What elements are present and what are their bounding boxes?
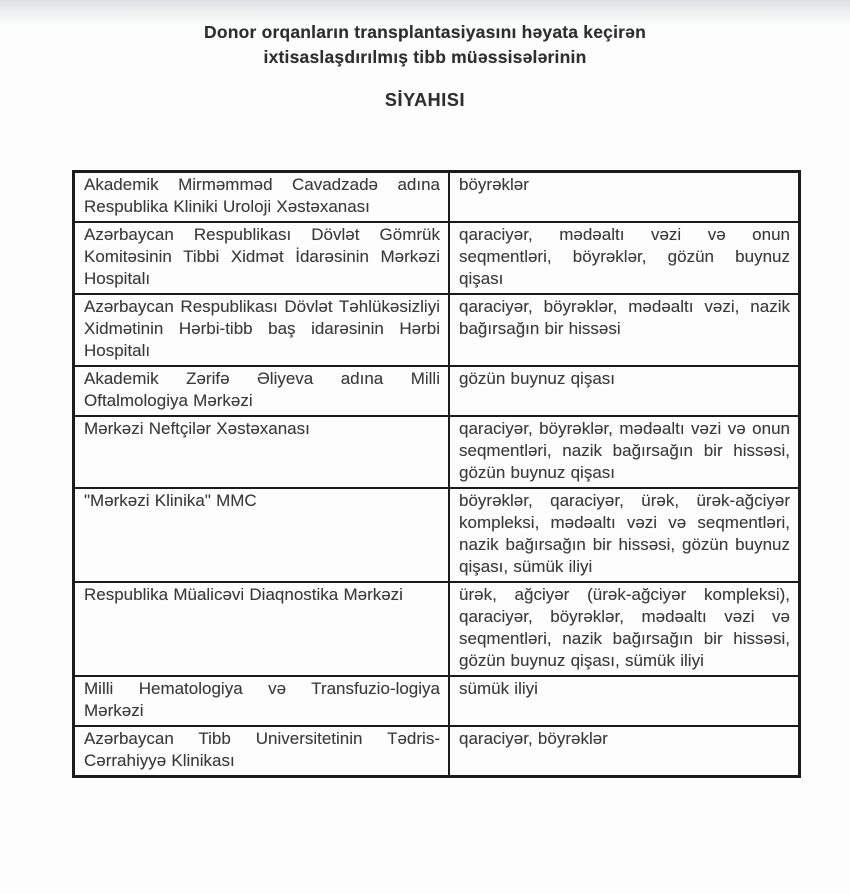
table-row <box>74 582 800 676</box>
page-title <box>0 20 850 70</box>
organs-cell: böyrəklər <box>449 172 800 223</box>
organs-cell: gözün buynuz qişası <box>449 366 800 416</box>
organs-cell: qaraciyər, böyrəklər, mədəaltı vəzi, nazik bağırsağın bir hissəsi <box>449 294 800 366</box>
table-row <box>74 416 800 488</box>
table-row <box>74 488 800 582</box>
institution-cell: "Mərkəzi Klinika" MMC <box>74 488 450 582</box>
list-heading: SİYAHISI <box>384 90 466 110</box>
institution-cell: Azərbaycan Respublikası Dövlət Təhlükəsizliyi Xidmətinin Hərbi-tibb baş idarəsinin Hərbi Hospitalı <box>74 294 450 366</box>
institution-cell: Akademik Mirməmməd Cavadzadə adına Respublika Kliniki Uroloji Xəstəxanası <box>74 172 450 223</box>
page-title-line-2: ixtisaslaşdırılmış tibb müəssisələrinin <box>263 47 587 67</box>
institution-cell: Azərbaycan Tibb Universitetinin Tədris-Cərrahiyyə Klinikası <box>74 726 450 777</box>
table-row <box>74 366 800 416</box>
table-row <box>74 294 800 366</box>
organs-cell: qaraciyər, böyrəklər <box>449 726 800 777</box>
institution-cell: Respublika Müalicəvi Diaqnostika Mərkəzi <box>74 582 450 676</box>
organs-cell: sümük iliyi <box>449 676 800 726</box>
organs-cell: qaraciyər, mədəaltı vəzi və onun seqmentləri, böyrəklər, gözün buynuz qişası <box>449 222 800 294</box>
institution-cell: Milli Hematologiya və Transfuzio-logiya Mərkəzi <box>74 676 450 726</box>
institution-cell: Akademik Zərifə Əliyeva adına Milli Oftalmologiya Mərkəzi <box>74 366 450 416</box>
table-row <box>74 726 800 777</box>
organs-cell: qaraciyər, böyrəklər, mədəaltı vəzi və onun seqmentləri, nazik bağırsağın bir hissəsi, gözün buynuz qişası <box>449 416 800 488</box>
institution-cell: Azərbaycan Respublikası Dövlət Gömrük Komitəsinin Tibbi Xidmət İdarəsinin Mərkəzi Hospitalı <box>74 222 450 294</box>
page-title-line-1: Donor orqanların transplantasiyasını həyata keçirən <box>203 22 646 42</box>
table-row <box>74 676 800 726</box>
organs-cell: ürək, ağciyər (ürək-ağciyər kompleksi), qaraciyər, böyrəklər, mədəaltı vəzi və seqmentləri, nazik bağırsağın bir hissəsi, gözün buynuz qişası, sümük iliyi <box>449 582 800 676</box>
table-row <box>74 172 800 223</box>
institutions-table <box>72 170 801 778</box>
institution-cell: Mərkəzi Neftçilər Xəstəxanası <box>74 416 450 488</box>
organs-cell: böyrəklər, qaraciyər, ürək, ürək-ağciyər kompleksi, mədəaltı vəzi və seqmentləri, nazik bağırsağın bir hissəsi, gözün buynuz qişası, sümük iliyi <box>449 488 800 582</box>
table-row <box>74 222 800 294</box>
